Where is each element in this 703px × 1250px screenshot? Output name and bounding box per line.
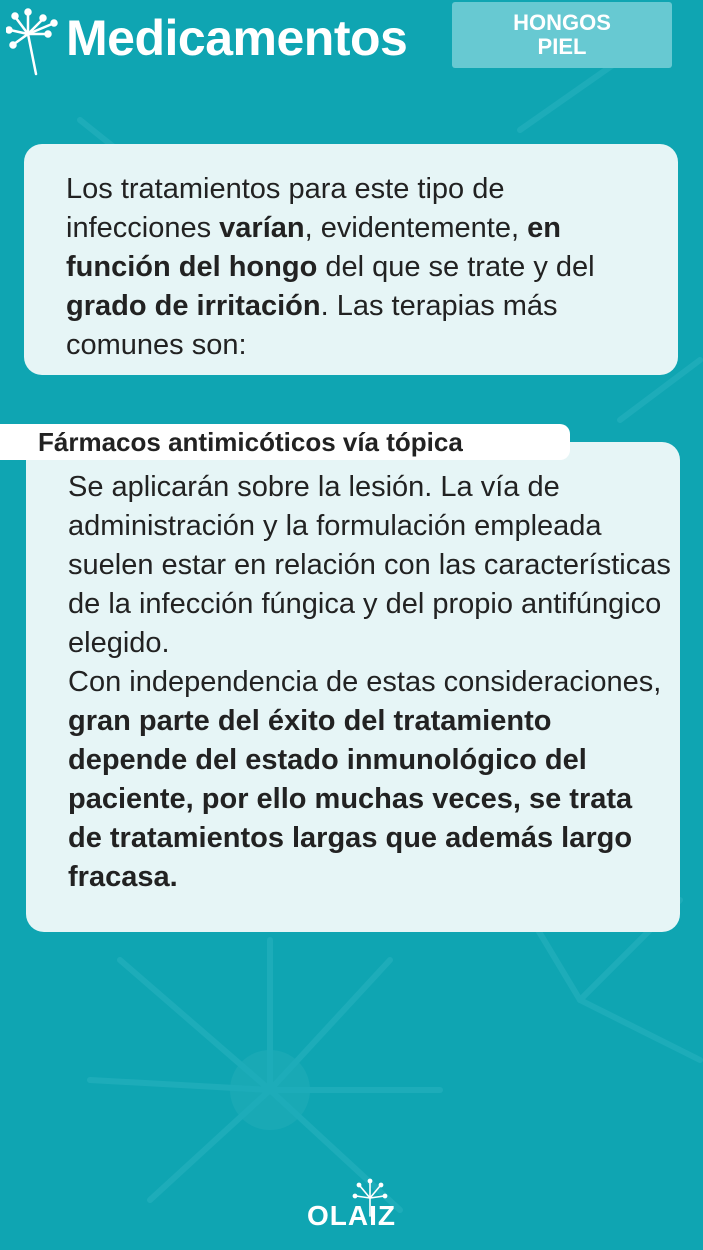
topical-treatment-card — [26, 442, 680, 932]
intro-bold-segment: en función del hongo — [66, 212, 561, 283]
intro-text — [66, 170, 646, 365]
section-heading — [0, 424, 570, 460]
intro-text-segment: Los tratamientos para este tipo de infecciones — [66, 173, 505, 244]
intro-bold-segment: grado de irritación — [66, 290, 321, 322]
topical-paragraph-2-bold: gran parte del éxito del tratamiento depende del estado inmunológico del paciente, por ello muchas veces, se trata de tratamientos largas que además largo fracasa. — [68, 705, 633, 893]
topical-paragraph-2-text: Con independencia de estas consideraciones, — [68, 666, 662, 698]
intro-text-segment: . Las terapias más comunes son: — [66, 290, 558, 361]
intro-text-segment: , evidentemente, — [304, 212, 528, 244]
brand-wordmark: OLAIZ — [307, 1200, 396, 1231]
brand-logo — [0, 1178, 703, 1238]
topical-paragraph-2 — [68, 663, 673, 897]
intro-text-segment: del que se trate y del — [317, 251, 595, 283]
dandelion-icon — [6, 6, 60, 76]
intro-card — [24, 144, 678, 375]
topical-paragraph-1: Se aplicarán sobre la lesión. La vía de administración y la formulación empleada suelen estar en relación con las características de la infección fúngica y del propio antifúngico elegido. — [68, 471, 671, 659]
dandelion-icon — [350, 1178, 390, 1218]
section-heading-text: Fármacos antimicóticos vía tópica — [38, 427, 463, 457]
category-line-2: PIEL — [537, 34, 587, 59]
category-badge — [452, 2, 672, 68]
topical-treatment-text — [68, 468, 673, 897]
intro-bold-segment: varían — [219, 212, 305, 244]
page-title: Medicamentos — [66, 10, 408, 66]
category-line-1: HONGOS — [513, 10, 611, 35]
